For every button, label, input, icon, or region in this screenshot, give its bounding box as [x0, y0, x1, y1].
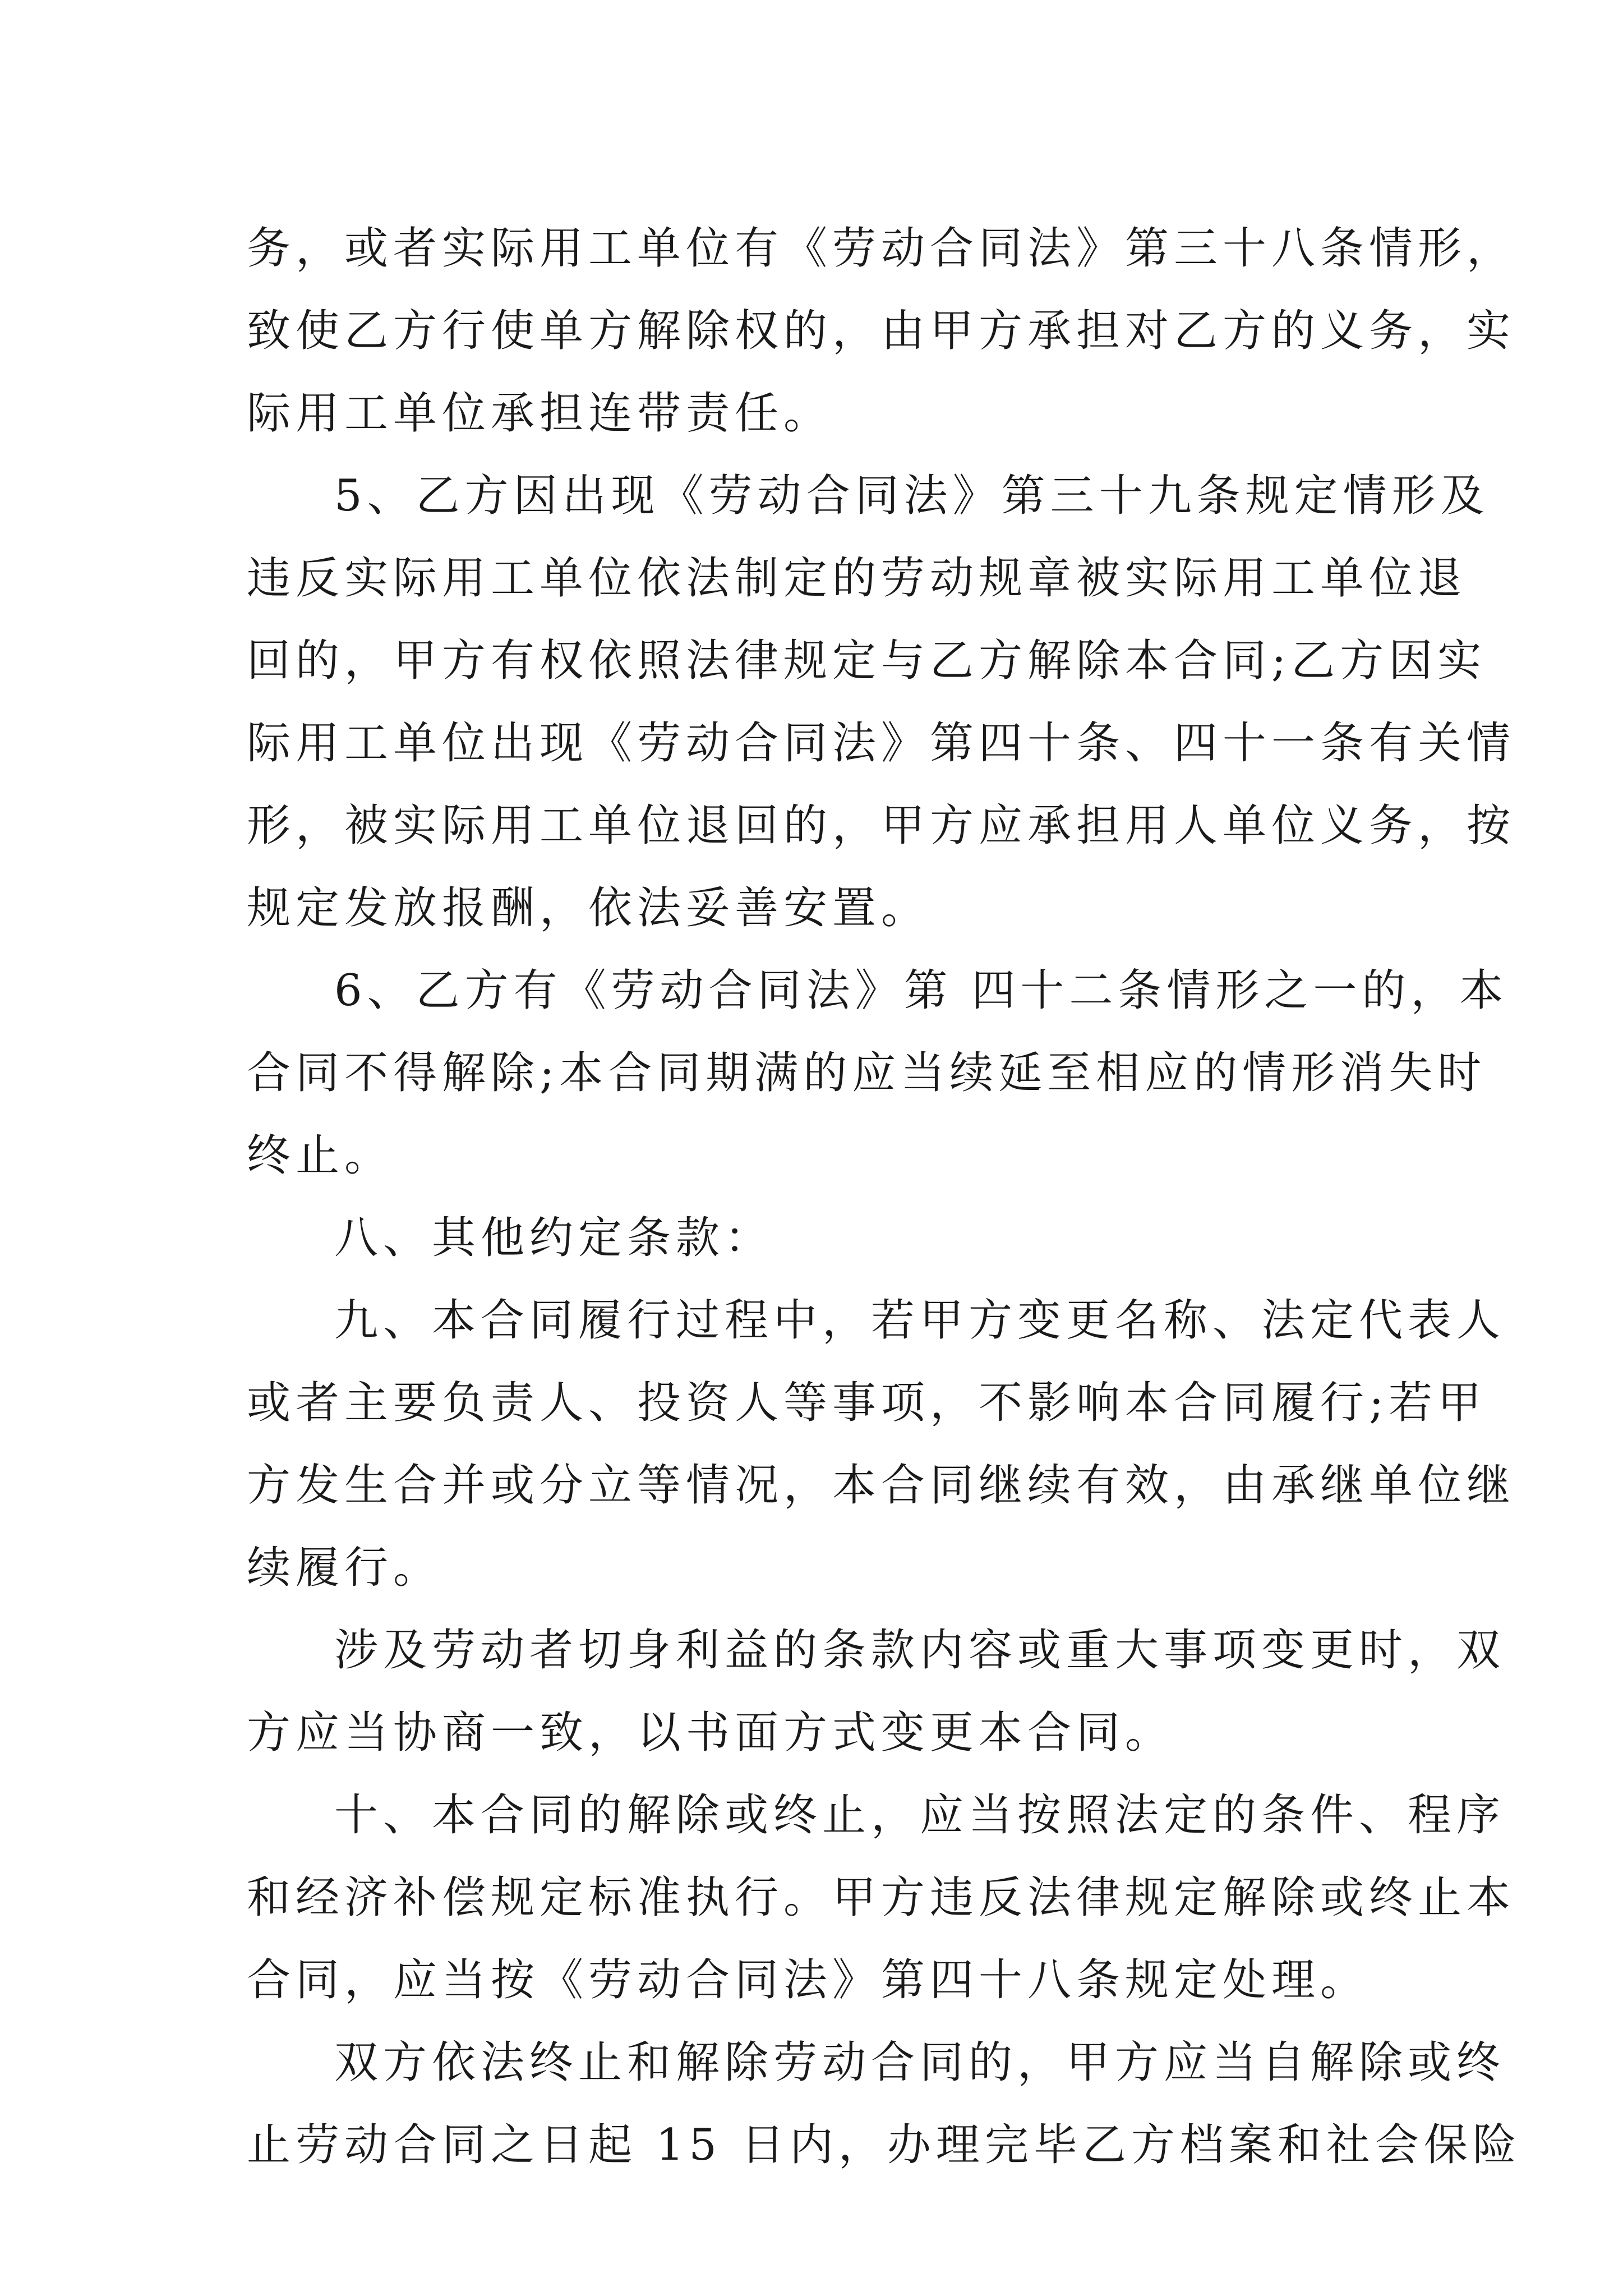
text-line: 续履行。	[247, 1543, 442, 1593]
text-line: 6、乙方有《劳动合同法》第 四十二条情形之一的，本	[334, 965, 1509, 1016]
text-line: 际用工单位出现《劳动合同法》第四十条、四十一条有关情	[247, 718, 1516, 769]
section-heading: 八、其他约定条款：	[334, 1213, 774, 1263]
paragraph-continuation	[247, 208, 1516, 455]
paragraph-section-9b	[247, 1609, 1506, 1774]
text-line: 规定发放报酬，依法妥善安置。	[247, 883, 930, 933]
text-line: 务，或者实际用工单位有《劳动合同法》第三十八条情形，	[247, 223, 1516, 274]
text-line: 双方依法终止和解除劳动合同的，甲方应当自解除或终	[334, 2037, 1506, 2088]
paragraph-section-9	[247, 1280, 1516, 1609]
paragraph-item-6	[247, 950, 1509, 1197]
text-line: 涉及劳动者切身利益的条款内容或重大事项变更时，双	[334, 1625, 1506, 1676]
text-line: 方应当协商一致，以书面方式变更本合同。	[247, 1708, 1174, 1758]
text-line: 或者主要负责人、投资人等事项，不影响本合同履行;若甲	[247, 1378, 1487, 1428]
text-line: 方发生合并或分立等情况，本合同继续有效，由承继单位继	[247, 1460, 1516, 1511]
text-line: 十、本合同的解除或终止，应当按照法定的条件、程序	[334, 1790, 1506, 1841]
text-line: 5、乙方因出现《劳动合同法》第三十九条规定情形及	[334, 471, 1490, 521]
text-line: 止劳动合同之日起 15 日内，办理完毕乙方档案和社会保险	[247, 2120, 1521, 2170]
paragraph-section-10	[247, 1774, 1516, 2022]
text-line: 际用工单位承担连带责任。	[247, 388, 833, 439]
text-line: 回的，甲方有权依照法律规定与乙方解除本合同;乙方因实	[247, 636, 1487, 686]
text-line: 合同不得解除;本合同期满的应当续延至相应的情形消失时	[247, 1048, 1487, 1098]
text-line: 违反实际用工单位依法制定的劳动规章被实际用工单位退	[247, 553, 1467, 604]
document-body	[247, 208, 1521, 2187]
text-line: 致使乙方行使单方解除权的，由甲方承担对乙方的义务，实	[247, 306, 1516, 356]
text-line: 和经济补偿规定标准执行。甲方违反法律规定解除或终止本	[247, 1872, 1516, 1923]
paragraph-item-5	[247, 455, 1516, 950]
text-line: 合同，应当按《劳动合同法》第四十八条规定处理。	[247, 1955, 1370, 2005]
paragraph-section-10b	[247, 2022, 1521, 2187]
text-line: 形，被实际用工单位退回的，甲方应承担用人单位义务，按	[247, 800, 1516, 851]
text-line: 九、本合同履行过程中，若甲方变更名称、法定代表人	[334, 1295, 1506, 1346]
paragraph-section-8	[247, 1197, 1391, 1280]
text-line: 终止。	[247, 1130, 394, 1181]
